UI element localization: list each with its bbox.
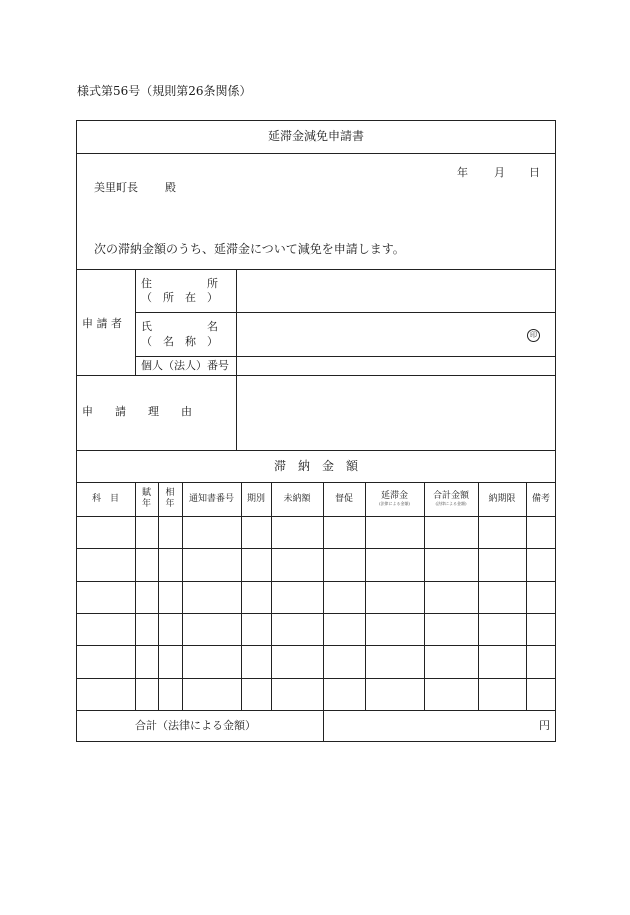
table-header-cell bbox=[135, 482, 158, 516]
table-cell[interactable] bbox=[158, 645, 182, 677]
address-sub-label: （ 所 在 ） bbox=[141, 291, 218, 304]
divider-address bbox=[136, 312, 556, 313]
table-cell[interactable] bbox=[323, 516, 365, 548]
table-cell[interactable] bbox=[158, 516, 182, 548]
name-label: 氏 名 bbox=[141, 320, 218, 333]
table-header-label: 延滞金 bbox=[380, 491, 408, 502]
table-cell[interactable] bbox=[323, 581, 365, 613]
table-cell[interactable] bbox=[365, 613, 424, 645]
divider-total bbox=[76, 710, 556, 711]
addressee-honorific: 殿 bbox=[165, 181, 176, 194]
table-cell[interactable] bbox=[158, 613, 182, 645]
delinquent-amount-heading: 滞 納 金 額 bbox=[273, 459, 358, 473]
table-cell[interactable] bbox=[478, 548, 526, 580]
reason-label: 申 請 理 由 bbox=[82, 405, 192, 418]
table-header-label: 備考 bbox=[531, 493, 550, 504]
table-cell[interactable] bbox=[76, 581, 135, 613]
divider-applicant bbox=[76, 375, 556, 376]
addressee-name: 美里町長 bbox=[94, 181, 138, 194]
table-header-label: 期別 bbox=[246, 493, 265, 504]
table-header-cell bbox=[365, 482, 424, 516]
table-header-cell bbox=[182, 482, 241, 516]
table-cell[interactable] bbox=[241, 548, 271, 580]
divider-field-label bbox=[236, 269, 237, 450]
table-cell[interactable] bbox=[241, 516, 271, 548]
table-cell[interactable] bbox=[271, 645, 323, 677]
table-cell[interactable] bbox=[526, 516, 556, 548]
table-cell[interactable] bbox=[158, 548, 182, 580]
table-header-label: 通知書番号 bbox=[188, 493, 234, 504]
table-cell[interactable] bbox=[424, 613, 478, 645]
table-cell[interactable] bbox=[182, 548, 241, 580]
name-field[interactable] bbox=[238, 314, 524, 355]
table-header-cell bbox=[271, 482, 323, 516]
table-cell[interactable] bbox=[271, 678, 323, 710]
table-header-label: 合計金額 bbox=[432, 491, 469, 502]
table-cell[interactable] bbox=[526, 613, 556, 645]
table-header-sublabel: 年 bbox=[141, 499, 151, 509]
table-cell[interactable] bbox=[478, 645, 526, 677]
date-day-label: 日 bbox=[529, 166, 540, 179]
date-month-label: 月 bbox=[494, 166, 505, 179]
table-cell[interactable] bbox=[158, 678, 182, 710]
table-cell[interactable] bbox=[241, 613, 271, 645]
table-cell[interactable] bbox=[365, 678, 424, 710]
divider-applicant-label bbox=[135, 269, 136, 375]
table-cell[interactable] bbox=[271, 548, 323, 580]
date-year-label: 年 bbox=[457, 166, 468, 179]
table-cell[interactable] bbox=[424, 678, 478, 710]
table-cell[interactable] bbox=[76, 645, 135, 677]
table-header-cell bbox=[76, 482, 135, 516]
table-cell[interactable] bbox=[478, 516, 526, 548]
seal-mark: 印 bbox=[527, 329, 540, 342]
table-header-cell bbox=[241, 482, 271, 516]
table-cell[interactable] bbox=[135, 613, 158, 645]
address-field[interactable] bbox=[238, 271, 554, 311]
table-cell[interactable] bbox=[478, 678, 526, 710]
table-cell[interactable] bbox=[478, 613, 526, 645]
application-statement: 次の滞納金額のうち、延滞金について減免を申請します。 bbox=[94, 242, 405, 256]
table-cell[interactable] bbox=[241, 645, 271, 677]
total-unit: 円 bbox=[539, 719, 550, 732]
divider-total-value bbox=[323, 710, 324, 742]
table-cell[interactable] bbox=[424, 645, 478, 677]
table-cell[interactable] bbox=[135, 548, 158, 580]
table-cell[interactable] bbox=[76, 516, 135, 548]
table-cell[interactable] bbox=[182, 613, 241, 645]
table-cell[interactable] bbox=[323, 548, 365, 580]
divider-title bbox=[76, 153, 556, 154]
table-cell[interactable] bbox=[182, 516, 241, 548]
table-cell[interactable] bbox=[158, 581, 182, 613]
table-cell[interactable] bbox=[323, 678, 365, 710]
table-header-label: 科 目 bbox=[91, 493, 119, 504]
table-header-label: 賦 bbox=[141, 488, 151, 499]
table-cell[interactable] bbox=[182, 581, 241, 613]
table-cell[interactable] bbox=[135, 581, 158, 613]
table-header-cell bbox=[478, 482, 526, 516]
table-header-cell bbox=[424, 482, 478, 516]
reason-field[interactable] bbox=[238, 377, 554, 449]
delinquent-table bbox=[76, 482, 556, 710]
table-cell[interactable] bbox=[365, 581, 424, 613]
table-header-cell bbox=[526, 482, 556, 516]
table-header-label: 督促 bbox=[334, 493, 353, 504]
table-cell[interactable] bbox=[424, 548, 478, 580]
table-cell[interactable] bbox=[76, 548, 135, 580]
table-header-cell bbox=[323, 482, 365, 516]
address-label: 住 所 bbox=[141, 277, 218, 290]
table-cell[interactable] bbox=[526, 645, 556, 677]
table-cell[interactable] bbox=[271, 581, 323, 613]
table-cell[interactable] bbox=[271, 613, 323, 645]
table-cell[interactable] bbox=[271, 516, 323, 548]
table-cell[interactable] bbox=[182, 645, 241, 677]
table-cell[interactable] bbox=[182, 678, 241, 710]
form-title: 延滞金減免申請書 bbox=[267, 129, 364, 143]
divider-reason bbox=[76, 450, 556, 451]
table-cell[interactable] bbox=[365, 516, 424, 548]
divider-name bbox=[136, 356, 556, 357]
table-cell[interactable] bbox=[526, 678, 556, 710]
table-cell[interactable] bbox=[424, 581, 478, 613]
table-cell[interactable] bbox=[135, 645, 158, 677]
table-cell[interactable] bbox=[424, 516, 478, 548]
table-header-cell bbox=[158, 482, 182, 516]
table-cell[interactable] bbox=[323, 645, 365, 677]
table-cell[interactable] bbox=[76, 613, 135, 645]
name-sub-label: （ 名 称 ） bbox=[141, 335, 218, 348]
table-cell[interactable] bbox=[241, 581, 271, 613]
table-header-label: 納期限 bbox=[488, 493, 516, 504]
table-cell[interactable] bbox=[478, 581, 526, 613]
divider-statement bbox=[76, 269, 556, 270]
table-cell[interactable] bbox=[241, 678, 271, 710]
total-label: 合計（法律による金額） bbox=[135, 719, 256, 732]
table-header-label: 相 bbox=[165, 488, 175, 499]
table-cell[interactable] bbox=[76, 678, 135, 710]
table-cell[interactable] bbox=[135, 516, 158, 548]
table-cell[interactable] bbox=[323, 613, 365, 645]
personal-number-field[interactable] bbox=[238, 358, 554, 374]
table-header-sublabel: (法律による金額) bbox=[435, 501, 467, 506]
table-cell[interactable] bbox=[365, 645, 424, 677]
personal-number-label: 個人（法人）番号 bbox=[141, 359, 229, 372]
table-cell[interactable] bbox=[526, 581, 556, 613]
table-header-label: 未納額 bbox=[283, 493, 311, 504]
table-cell[interactable] bbox=[135, 678, 158, 710]
table-header-sublabel: 年 bbox=[165, 499, 175, 509]
applicant-label: 申 請 者 bbox=[82, 317, 122, 330]
table-header-sublabel: (法律による金額) bbox=[378, 501, 411, 506]
table-cell[interactable] bbox=[365, 548, 424, 580]
table-cell[interactable] bbox=[526, 548, 556, 580]
form-number: 様式第56号（規則第26条関係） bbox=[77, 84, 252, 98]
